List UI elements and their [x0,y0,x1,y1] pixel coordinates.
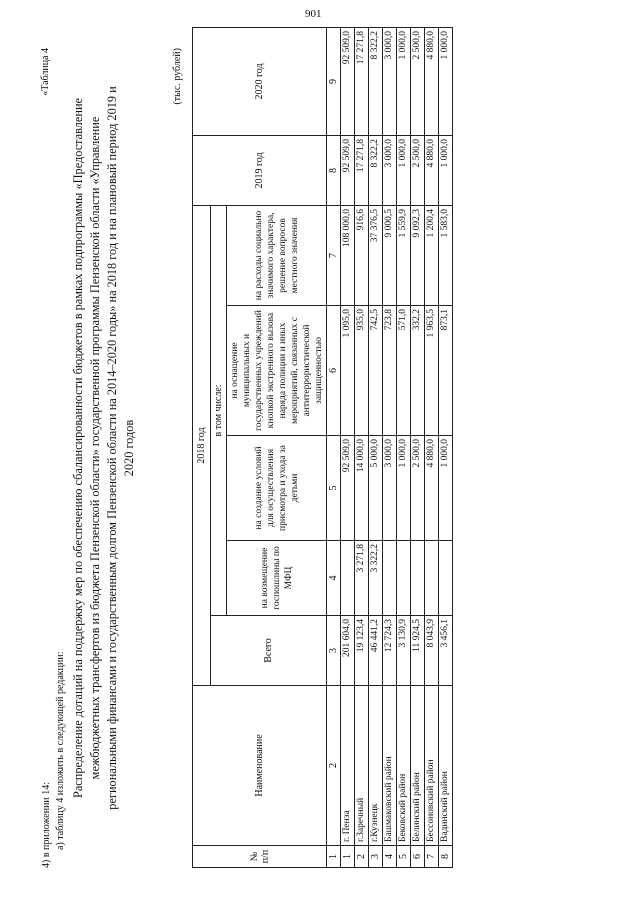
cell-total: 19 123,4 [355,616,369,686]
cell-mfc: 3 322,2 [369,541,383,616]
cell-childcare: 1 000,0 [439,436,453,541]
intro-line-2: а) таблицу 4 изложить в следующей редакции: [55,651,66,850]
cell-2020: 8 322,2 [369,27,383,135]
header-year-2019: 2019 год [193,135,327,205]
header-police: на оснащение муниципальных и государственных учреждений кнопкой экстренного вызова наряда полиции и иных мероприятий, связанных с антитеррористической защищенностью [227,306,327,436]
cell-2019: 3 000,0 [383,135,397,205]
column-number: 9 [327,27,341,135]
row-name: г. Пенза [341,686,355,846]
table-row [355,27,369,867]
cell-childcare: 4 880,0 [425,436,439,541]
table-row [397,27,411,867]
cell-2019: 4 880,0 [425,135,439,205]
cell-childcare: 3 000,0 [383,436,397,541]
cell-police: 873,1 [439,306,453,436]
table-caption: «Таблица 4 [40,48,51,96]
cell-childcare: 14 000,0 [355,436,369,541]
cell-social: 1 200,4 [425,205,439,305]
column-number: 6 [327,306,341,436]
cell-mfc [383,541,397,616]
rotated-page-content [40,28,560,868]
column-number: 3 [327,616,341,686]
header-social: на расходы социально значимого характера, решение вопросов местного значения [227,205,327,305]
cell-police: 742,5 [369,306,383,436]
cell-mfc [397,541,411,616]
table-row [439,27,453,867]
cell-2019: 1 000,0 [397,135,411,205]
header-mfc: на возмещение госпошлины по МФЦ [227,541,327,616]
column-number: 8 [327,135,341,205]
table-row [383,27,397,867]
cell-mfc [439,541,453,616]
cell-2020: 92 509,0 [341,27,355,135]
cell-social: 9 000,5 [383,205,397,305]
cell-police: 332,2 [411,306,425,436]
column-number: 5 [327,436,341,541]
cell-2019: 1 000,0 [439,135,453,205]
cell-childcare: 1 000,0 [397,436,411,541]
cell-social: 9 092,3 [411,205,425,305]
cell-mfc [425,541,439,616]
cell-2019: 2 500,0 [411,135,425,205]
cell-2019: 8 322,2 [369,135,383,205]
cell-childcare: 2 500,0 [411,436,425,541]
page-number: 901 [305,8,322,20]
document-title: Распределение дотаций на поддержку мер по обеспечению сбалансированности бюджетов в рамках подпрограммы «Предоставление межбюджетных трансфертов из бюджета Пензенской области» государственной программы Пензенской области «Управление региональными финансами и государственным долгом Пензенской области на 2014–2020 годы» на 2018 год и на плановый период 2019 и 2020 годов [71,86,136,810]
cell-2020: 4 880,0 [425,27,439,135]
row-number: 7 [425,846,439,868]
cell-childcare: 5 000,0 [369,436,383,541]
table-row [411,27,425,867]
distribution-table [192,27,453,868]
cell-police: 1 963,5 [425,306,439,436]
column-number-row [327,27,341,867]
intro-line-1: 4) в приложении 14: [41,781,52,868]
cell-total: 46 441,2 [369,616,383,686]
cell-total: 3 456,1 [439,616,453,686]
cell-social: 916,6 [355,205,369,305]
cell-social: 1 559,9 [397,205,411,305]
cell-childcare: 92 509,0 [341,436,355,541]
cell-2019: 92 509,0 [341,135,355,205]
row-name: г.Заречный [355,686,369,846]
cell-police: 723,8 [383,306,397,436]
table-body [341,27,453,867]
cell-social: 1 583,0 [439,205,453,305]
row-number: 4 [383,846,397,868]
cell-2020: 1 000,0 [397,27,411,135]
row-name: Башмаковский район [383,686,397,846]
cell-total: 8 043,9 [425,616,439,686]
cell-2020: 3 000,0 [383,27,397,135]
header-total: Всего [211,616,327,686]
row-name: Белинский район [411,686,425,846]
units-note: (тыс. рублей) [172,48,183,105]
cell-2020: 1 000,0 [439,27,453,135]
cell-mfc [411,541,425,616]
column-number: 4 [327,541,341,616]
row-number: 6 [411,846,425,868]
cell-social: 108 000,0 [341,205,355,305]
cell-mfc: 3 271,8 [355,541,369,616]
row-number: 5 [397,846,411,868]
cell-2020: 2 500,0 [411,27,425,135]
table-row [341,27,355,867]
row-name: Бессоновский район [425,686,439,846]
header-childcare: на создание условий для осуществления присмотра и ухода за детьми [227,436,327,541]
header-year-2018: 2018 год [193,205,211,685]
row-number: 8 [439,846,453,868]
table-row [425,27,439,867]
row-number: 3 [369,846,383,868]
row-name: Бековский район [397,686,411,846]
row-name: Вадинский район [439,686,453,846]
intro-block [40,652,68,869]
cell-total: 201 604,0 [341,616,355,686]
cell-police: 1 095,0 [341,306,355,436]
column-number: 2 [327,686,341,846]
cell-social: 37 376,5 [369,205,383,305]
cell-police: 935,0 [355,306,369,436]
row-number: 1 [341,846,355,868]
cell-total: 3 130,9 [397,616,411,686]
cell-total: 11 924,5 [411,616,425,686]
row-number: 2 [355,846,369,868]
row-name: г.Кузнецк [369,686,383,846]
cell-total: 12 724,3 [383,616,397,686]
cell-2020: 17 271,8 [355,27,369,135]
header-including: в том числе: [211,205,227,615]
header-year-2020: 2020 год [193,27,327,135]
header-no: № п/п [193,846,327,868]
column-number: 1 [327,846,341,868]
table-row [369,27,383,867]
cell-police: 571,0 [397,306,411,436]
cell-2019: 17 271,8 [355,135,369,205]
cell-mfc [341,541,355,616]
header-name: Наименование [193,686,327,846]
column-number: 7 [327,205,341,305]
